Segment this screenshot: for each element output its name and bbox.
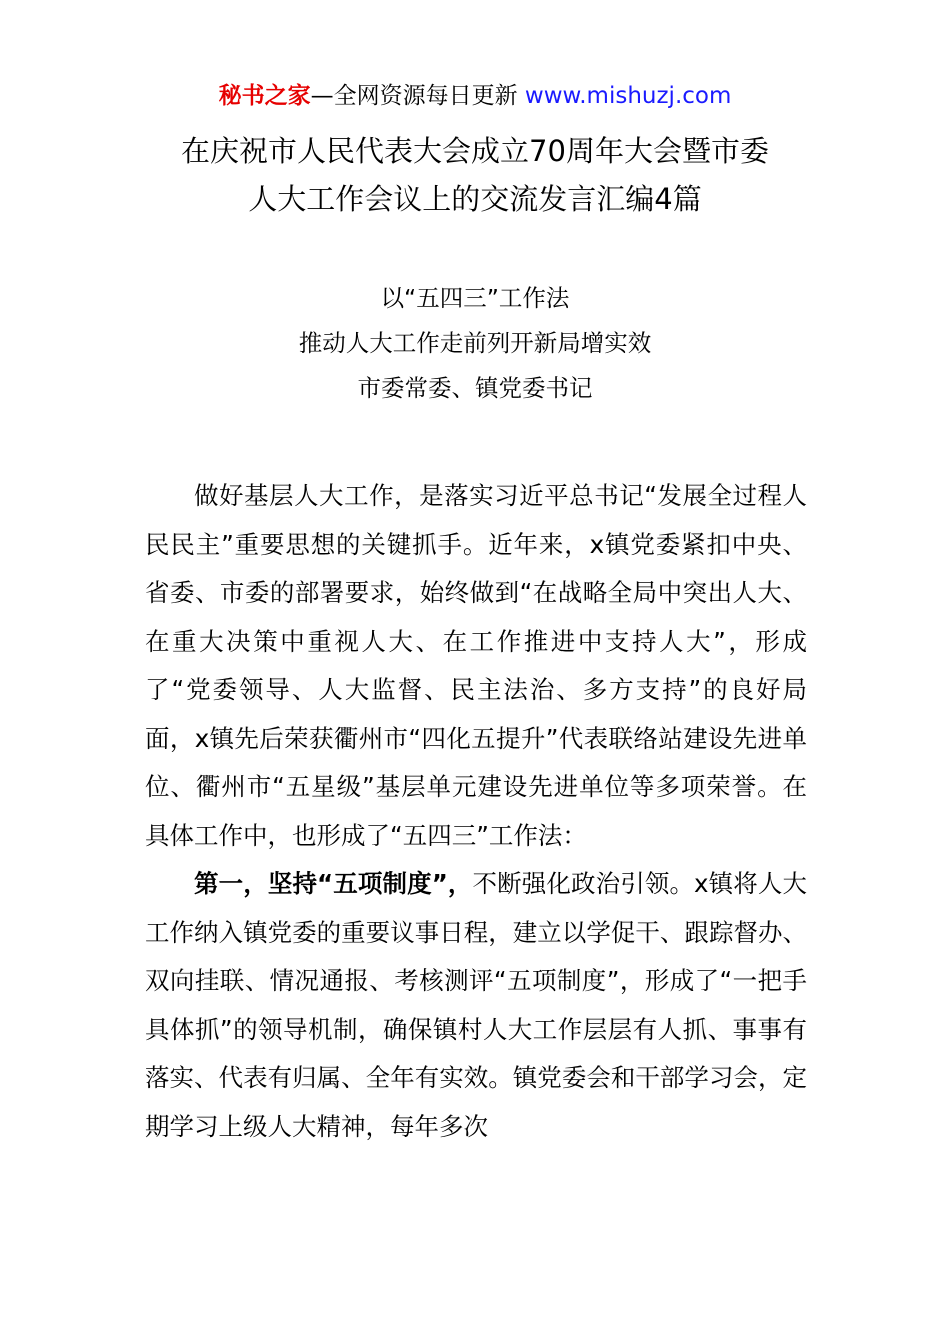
author-line: 市委常委、镇党委书记: [357, 374, 593, 402]
paragraph-2: [145, 860, 807, 1151]
subtitle-block: [0, 276, 950, 411]
site-tagline: —全网资源每日更新: [310, 83, 518, 109]
paragraph-2-text: 不断强化政治引领。x镇将人大工作纳入镇党委的重要议事日程，建立以学促干、跟踪督办、双向挂联、情况通报、考核测评“五项制度”，形成了“一把手具体抓”的领导机制，确保镇村人大工作层层有人抓、事事有落实、代表有归属、全年有实效。镇党委会和干部学习会，定期学习上级人大精神，每年多次: [145, 869, 807, 1141]
subtitle-line-2: 推动人大工作走前列开新局增实效: [298, 329, 652, 357]
title-line-1: 在庆祝市人民代表大会成立70周年大会暨市委: [181, 134, 769, 168]
paragraph-2-lead: 第一，坚持“五项制度”，: [194, 869, 473, 898]
site-url-link[interactable]: www.mishuzj.com: [524, 83, 732, 109]
title-line-2: 人大工作会议上的交流发言汇编4篇: [248, 182, 702, 216]
document-title: [0, 127, 950, 223]
paragraph-1: 做好基层人大工作，是落实习近平总书记“发展全过程人民民主”重要思想的关键抓手。近年来，x镇党委紧扣中央、省委、市委的部署要求，始终做到“在战略全局中突出人大、在重大决策中重视人大、在工作推进中支持人大”，形成了“党委领导、人大监督、民主法治、多方支持”的良好局面，x镇先后荣获衢州市“四化五提升”代表联络站建设先进单位、衢州市“五星级”基层单元建设先进单位等多项荣誉。在具体工作中，也形成了“五四三”工作法：: [145, 481, 807, 850]
body-text: [145, 472, 807, 1151]
site-name: 秘书之家: [218, 83, 311, 109]
site-header: [0, 80, 950, 112]
subtitle-line-1: 以“五四三”工作法: [380, 284, 570, 312]
